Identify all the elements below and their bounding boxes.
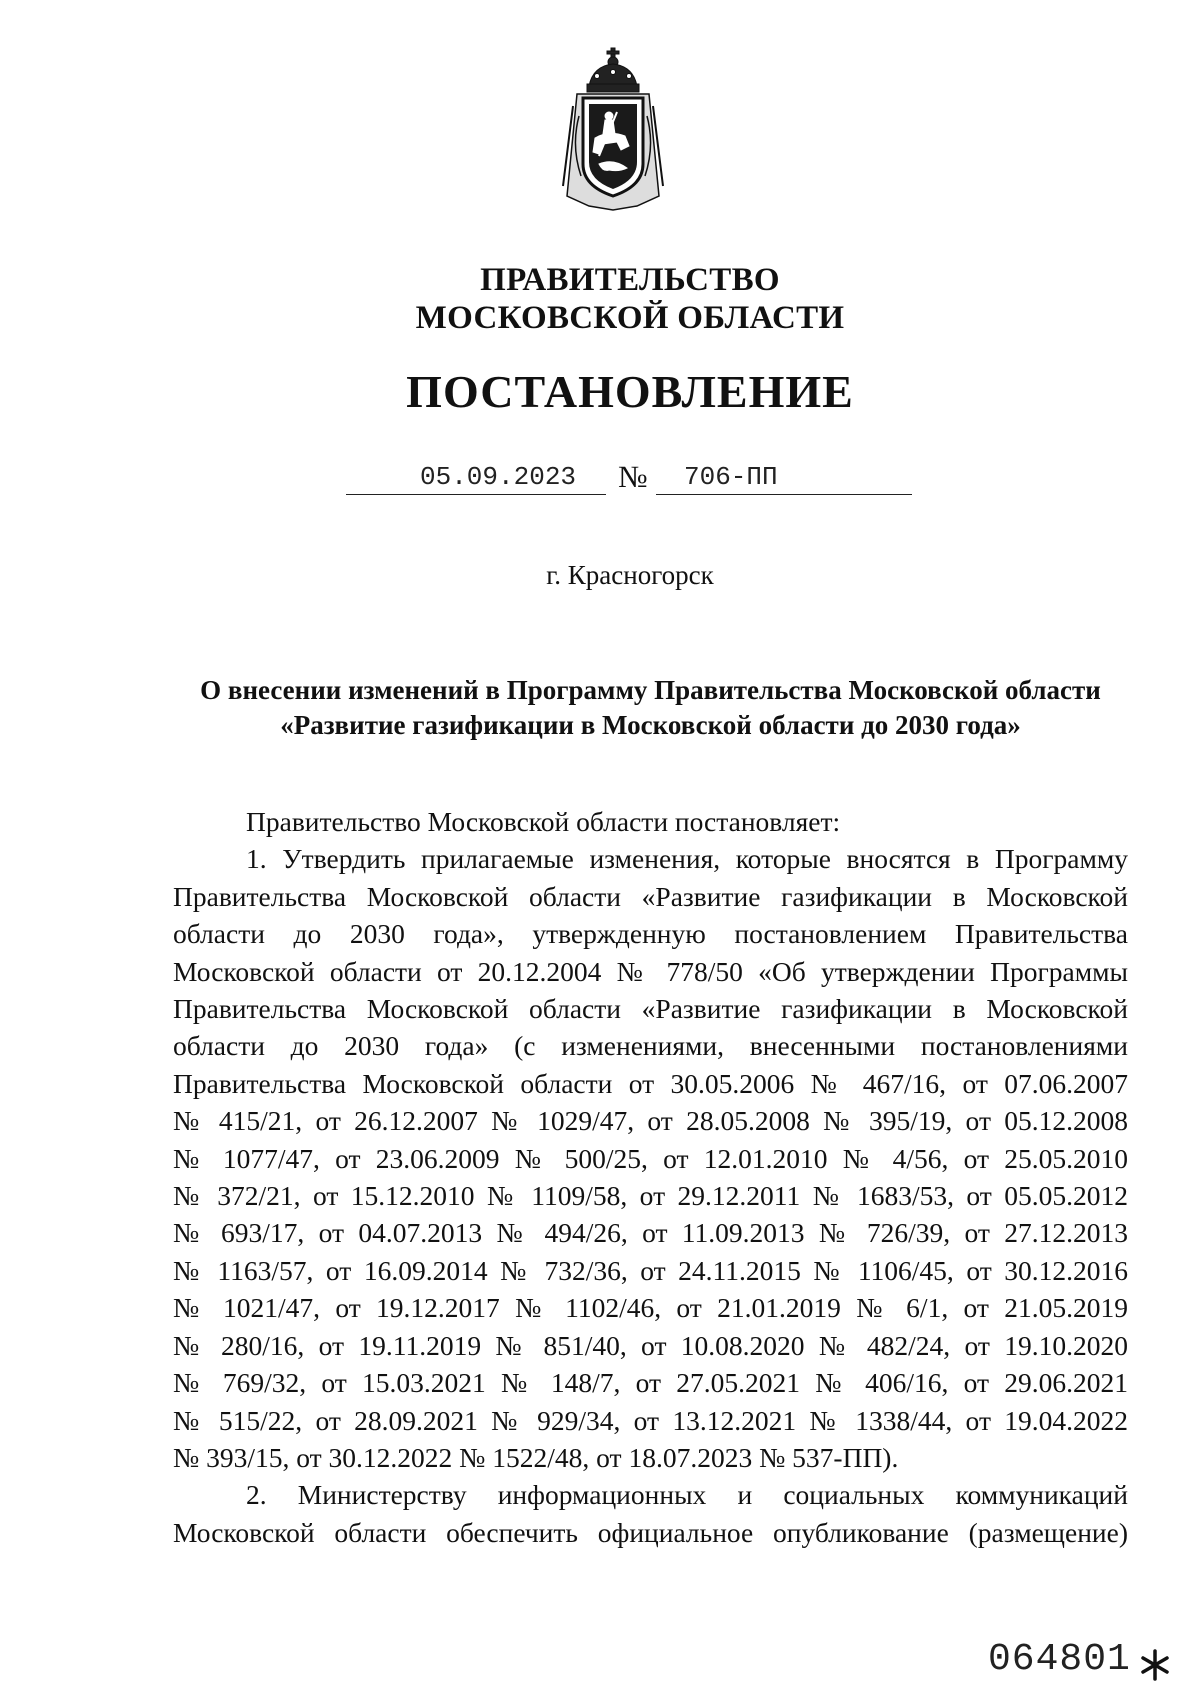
government-name-line-1: ПРАВИТЕЛЬСТВО: [480, 262, 780, 298]
number-underline: [656, 494, 912, 495]
resolution-title: [173, 673, 1128, 743]
body-line: области до 2030 года», утвержденную постановлением Правительства: [173, 918, 1128, 950]
resolution-title-line-2: «Развитие газификации в Московской области до 2030 года»: [280, 710, 1021, 740]
body-line: № 415/21, от 26.12.2007 № 1029/47, от 28.05.2008 № 395/19, от 05.12.2008: [173, 1105, 1128, 1137]
body-line: 1. Утвердить прилагаемые изменения, которые вносятся в Программу: [246, 843, 1128, 875]
body-line: № 372/21, от 15.12.2010 № 1109/58, от 29.12.2011 № 1683/53, от 05.05.2012: [173, 1180, 1128, 1212]
body-line: № 769/32, от 15.03.2021 № 148/7, от 27.05.2021 № 406/16, от 29.06.2021: [173, 1367, 1128, 1399]
body-line: Московской области от 20.12.2004 № 778/50 «Об утверждении Программы: [173, 955, 1128, 987]
body-line: Правительства Московской области «Развитие газификации в Московской: [173, 880, 1128, 912]
registration-number: 706-ПП: [684, 462, 778, 492]
body-line: № 280/16, от 19.11.2019 № 851/40, от 10.08.2020 № 482/24, от 19.10.2020: [173, 1329, 1128, 1361]
resolution-title-line-1: О внесении изменений в Программу Правительства Московской области: [200, 675, 1101, 705]
body-line: Московской области обеспечить официальное опубликование (размещение): [173, 1516, 1128, 1548]
body-line: 2. Министерству информационных и социальных коммуникаций: [246, 1479, 1128, 1511]
registration-date: 05.09.2023: [420, 462, 577, 492]
body-line: № 693/17, от 04.07.2013 № 494/26, от 11.09.2013 № 726/39, от 27.12.2013: [173, 1217, 1128, 1249]
body-line: Правительства Московской области «Развитие газификации в Московской: [173, 993, 1128, 1025]
body-line: № 515/22, от 28.09.2021 № 929/34, от 13.12.2021 № 1338/44, от 19.04.2022: [173, 1404, 1128, 1436]
body-line: Правительства Московской области от 30.05.2006 № 467/16, от 07.06.2007: [173, 1067, 1128, 1099]
body-line: области до 2030 года» (с изменениями, внесенными постановлениями: [173, 1030, 1128, 1062]
date-underline: [346, 494, 606, 495]
form-serial-number: 064801: [988, 1638, 1131, 1681]
government-name-line-2: МОСКОВСКОЙ ОБЛАСТИ: [415, 300, 845, 336]
body-line: Правительство Московской области постановляет:: [246, 806, 841, 837]
body-line: № 1077/47, от 23.06.2009 № 500/25, от 12.01.2010 № 4/56, от 25.05.2010: [173, 1142, 1128, 1174]
document-type-title: ПОСТАНОВЛЕНИЕ: [406, 366, 854, 417]
city-of-issue: г. Красногорск: [546, 560, 714, 590]
number-sign: №: [618, 459, 648, 494]
asterisk-icon: [1138, 1648, 1172, 1682]
coat-of-arms-icon: [559, 46, 667, 212]
body-line: № 393/15, от 30.12.2022 № 1522/48, от 18.07.2023 № 537-ПП).: [173, 1441, 899, 1473]
resolution-body: [173, 803, 1128, 1551]
body-line: № 1021/47, от 19.12.2017 № 1102/46, от 21.01.2019 № 6/1, от 21.05.2019: [173, 1292, 1128, 1324]
body-line: № 1163/57, от 16.09.2014 № 732/36, от 24.11.2015 № 1106/45, от 30.12.2016: [173, 1254, 1128, 1286]
